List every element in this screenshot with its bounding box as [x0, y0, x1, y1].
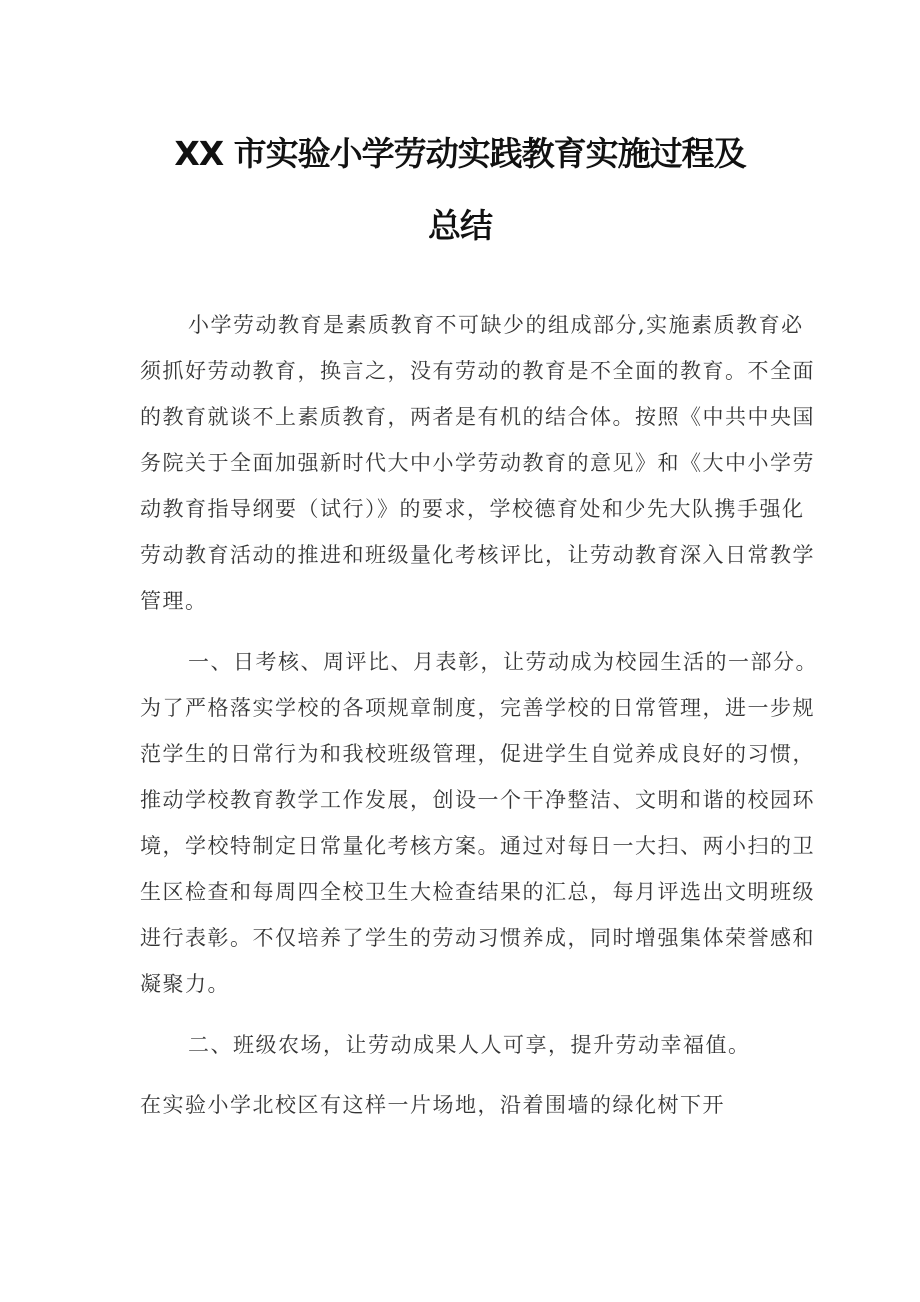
document-title-line-1: XX 市实验小学劳动实践教育实施过程及	[174, 134, 746, 173]
paragraph-1-line-4: 务院关于全面加强新时代大中小学劳动教育的意见》和《大中小学劳	[140, 451, 815, 475]
paragraph-2-line-5: 生区检查和每周四全校卫生大检查结果的汇总，每月评选出文明班级	[140, 880, 815, 904]
paragraph-2-line-1: 为了严格落实学校的各项规章制度，完善学校的日常管理，进一步规	[140, 696, 815, 720]
section-1-heading: 一、日考核、周评比、月表彰，让劳动成为校园生活的一部分。	[188, 650, 818, 674]
paragraph-2-line-6: 进行表彰。不仅培养了学生的劳动习惯养成，同时增强集体荣誉感和	[140, 926, 815, 950]
paragraph-1-line-1: 小学劳动教育是素质教育不可缺少的组成部分,实施素质教育必	[188, 313, 804, 337]
paragraph-1-line-5: 动教育指导纲要（试行）》的要求，学校德育处和少先大队携手强化	[140, 497, 805, 521]
paragraph-3-line-1: 在实验小学北校区有这样一片场地，沿着围墙的绿化树下开	[140, 1093, 725, 1117]
document-title-line-2: 总结	[428, 206, 492, 245]
paragraph-2-line-2: 范学生的日常行为和我校班级管理，促进学生自觉养成良好的习惯，	[140, 742, 815, 766]
paragraph-2-line-7: 凝聚力。	[140, 972, 230, 996]
paragraph-1-line-7: 管理。	[140, 589, 208, 613]
paragraph-2-line-4: 境，学校特制定日常量化考核方案。通过对每日一大扫、两小扫的卫	[140, 834, 815, 858]
paragraph-1-line-6: 劳动教育活动的推进和班级量化考核评比，让劳动教育深入日常教学	[140, 543, 815, 567]
paragraph-1-line-2: 须抓好劳动教育，换言之，没有劳动的教育是不全面的教育。不全面	[140, 359, 815, 383]
section-2-heading: 二、班级农场，让劳动成果人人可享，提升劳动幸福值。	[188, 1033, 751, 1057]
paragraph-1-line-3: 的教育就谈不上素质教育，两者是有机的结合体。按照《中共中央国	[140, 405, 815, 429]
paragraph-2-line-3: 推动学校教育教学工作发展，创设一个干净整洁、文明和谐的校园环	[140, 788, 815, 812]
